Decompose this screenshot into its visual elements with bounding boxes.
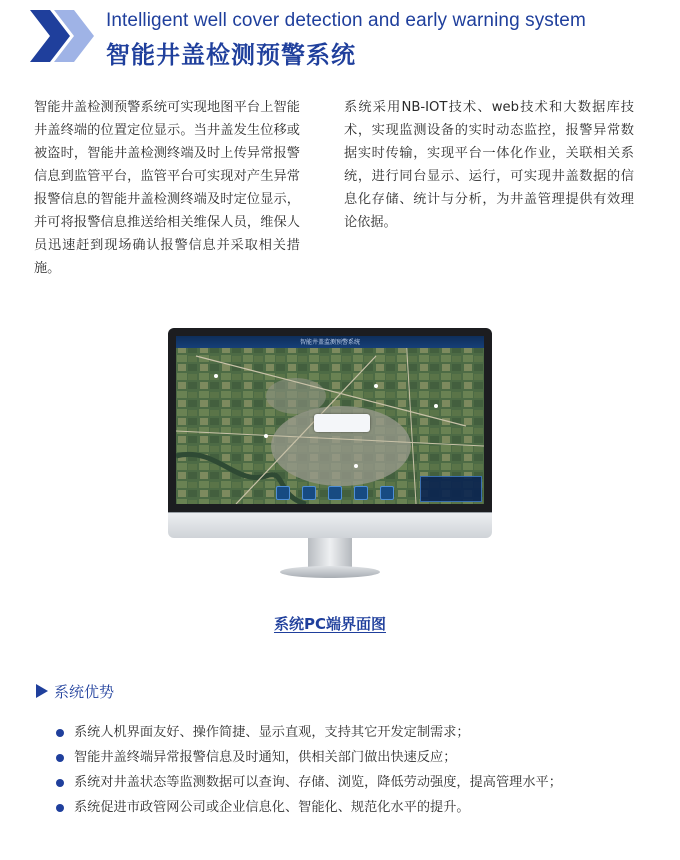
intro-paragraph-right: 系统采用NB-IOT技术、web技术和大数据库技术，实现监测设备的实时动态监控，报警异常数据实时传输，实现平台一体化作业，关联相关系统，进行同台显示、运行，可实现井盖数据的信息化存储、统计与分析，为井盖管理提供有效理论依据。	[344, 100, 634, 230]
monitor-screen	[176, 336, 484, 504]
monitor-stand-foot	[280, 566, 380, 578]
double-chevron-right-icon	[30, 10, 100, 62]
screen-title-bar	[176, 336, 484, 348]
map-tool-button-2	[302, 486, 316, 500]
list-item-text: 系统人机界面友好、操作简捷、显示直观，支持其它开发定制需求；	[74, 725, 470, 740]
bullet-dot-icon	[56, 754, 64, 762]
list-item	[54, 799, 654, 824]
figure-caption: 系统PC端界面图	[273, 615, 386, 633]
header	[30, 8, 670, 68]
bullet-dot-icon	[56, 779, 64, 787]
list-item-text: 系统对井盖状态等监测数据可以查询、存储、浏览，降低劳动强度，提高管理水平；	[74, 775, 562, 790]
advantages-title: 系统优势	[54, 683, 115, 701]
title-english: Intelligent well cover detection and early warning system	[106, 10, 586, 31]
map-tool-button-3	[328, 486, 342, 500]
title-chinese: 智能井盖检测预警系统	[106, 41, 356, 69]
monitor-illustration	[168, 328, 492, 590]
list-item-text: 智能井盖终端异常报警信息及时通知，供相关部门做出快速反应；	[74, 750, 457, 765]
bullet-dot-icon	[56, 729, 64, 737]
screen-title: 智能井盖监测预警系统	[299, 339, 360, 346]
map-tool-button-4	[354, 486, 368, 500]
bullet-dot-icon	[56, 804, 64, 812]
list-item	[54, 749, 654, 774]
monitor-stand-neck	[308, 538, 352, 568]
alarm-info-panel	[420, 476, 482, 502]
list-item	[54, 724, 654, 749]
list-item	[54, 774, 654, 799]
map-popup	[314, 414, 370, 432]
map-tool-button-5	[380, 486, 394, 500]
intro-paragraph-left: 智能井盖检测预警系统可实现地图平台上智能井盖终端的位置定位显示。当井盖发生位移或被盗时，智能井盖检测终端及时上传异常报警信息到监管平台，监管平台可实现对产生异常报警信息的智能井盖检测终端及时定位显示，并可将报警信息推送给相关维保人员，维保人员迅速赶到现场确认报警信息并采取相关措施。	[34, 100, 300, 276]
advantages-list	[54, 724, 654, 824]
map-tool-button-1	[276, 486, 290, 500]
list-item-text: 系统促进市政管网公司或企业信息化、智能化、规范化水平的提升。	[74, 800, 470, 815]
triangle-right-icon	[36, 684, 48, 698]
monitor-chin	[168, 512, 492, 538]
monitor-bezel	[168, 328, 492, 512]
